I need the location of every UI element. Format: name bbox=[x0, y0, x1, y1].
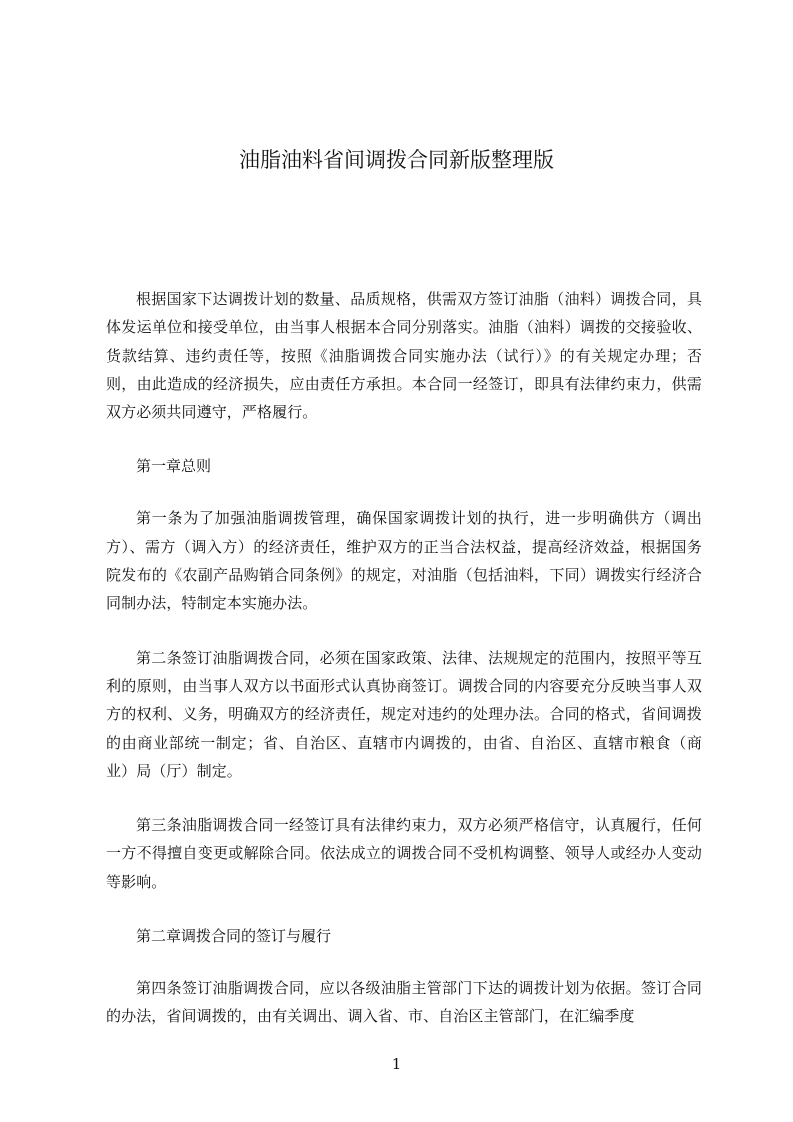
article-1-paragraph: 第一条为了加强油脂调拨管理，确保国家调拨计划的执行，进一步明确供方（调出方）、需方（调入方）的经济责任，维护双方的正当合法权益，提高经济效益，根据国务院发布的《农副产品购销合同条例》的规定，对油脂（包括油料，下同）调拨实行经济合同制办法，特制定本实施办法。 bbox=[106, 509, 702, 613]
intro-paragraph: 根据国家下达调拨计划的数量、品质规格，供需双方签订油脂（油料）调拨合同，具体发运单位和接受单位，由当事人根据本合同分别落实。油脂（油料）调拨的交接验收、货款结算、违约责任等，按照《油脂调拨合同实施办法（试行）》的有关规定办理；否则，由此造成的经济损失，应由责任方承担。本合同一经签订，即具有法律约束力，供需双方必须共同遵守，严格履行。 bbox=[106, 290, 702, 422]
article-3-paragraph: 第三条油脂调拨合同一经签订具有法律约束力，双方必须严格信守，认真履行，任何一方不得擅自变更或解除合同。依法成立的调拨合同不受机构调整、领导人或经办人变动等影响。 bbox=[106, 816, 702, 891]
chapter-heading-2: 第二章调拨合同的签订与履行 bbox=[136, 927, 332, 946]
article-4-paragraph: 第四条签订油脂调拨合同，应以各级油脂主管部门下达的调拨计划为依据。签订合同的办法，省间调拨的，由有关调出、调入省、市、自治区主管部门，在汇编季度 bbox=[106, 979, 702, 1026]
article-2-paragraph: 第二条签订油脂调拨合同，必须在国家政策、法律、法规规定的范围内，按照平等互利的原则，由当事人双方以书面形式认真协商签订。调拨合同的内容要充分反映当事人双方的权利、义务，明确双方的经济责任，规定对违约的处理办法。合同的格式，省间调拨的由商业部统一制定；省、自治区、直辖市内调拨的，由省、自治区、直辖市粮食（商业）局（厅）制定。 bbox=[106, 648, 702, 780]
document-body bbox=[106, 285, 702, 1057]
page-number: 1 bbox=[391, 1055, 402, 1073]
chapter-heading-1: 第一章总则 bbox=[136, 457, 212, 476]
document-title: 油脂油料省间调拨合同新版整理版 bbox=[239, 148, 554, 172]
